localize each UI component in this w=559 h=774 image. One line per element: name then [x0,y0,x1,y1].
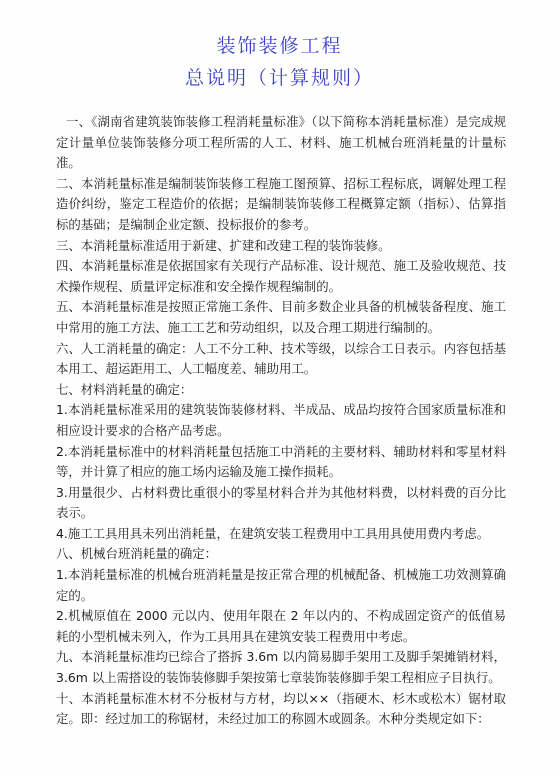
paragraph-2: 二、本消耗量标准是编制装饰装修工程施工图预算、招标工程标底，调解处理工程造价纠纷，鉴定工程造价的依据；是编制装饰装修工程概算定额（指标）、估算指标的基础；是编制企业定额、投标报价的参考。 [56,175,506,232]
document-subtitle: 总说明（计算规则） [184,67,374,89]
paragraph-13: 1.本消耗量标准的机械台班消耗量是按正常合理的机械配备、机械施工功效测算确定的。 [56,567,506,603]
paragraph-5: 五、本消耗量标准是按照正常施工条件、目前多数企业具备的机械装备程度、施工中常用的施工方法、施工工艺和劳动组织，以及合理工期进行编制的。 [56,299,506,335]
paragraph-10: 3.用量很少、占材料费比重很小的零星材料合并为其他材料费，以材料费的百分比表示。 [56,484,506,521]
paragraph-7: 七、材料消耗量的确定： [56,381,193,397]
paragraph-1: 一、《湖南省建筑装饰装修工程消耗量标准》（以下简称本消耗量标准）是完成规定计量单位装饰装修分项工程所需的人工、材料、施工机械台班消耗量的计量标准。 [56,114,506,171]
paragraph-16: 十、本消耗量标准木材不分板材与方材，均以××（指硬木、杉木或松木）锯材取定。即：经过加工的称锯材，未经过加工的称圆木或圆条。木种分类规定如下： [56,690,506,727]
paragraph-8: 1.本消耗量标准采用的建筑装饰装修材料、半成品、成品均按符合国家质量标准和相应设计要求的合格产品考虑。 [56,402,506,438]
paragraph-9: 2.本消耗量标准中的材料消耗量包括施工中消耗的主要材料、辅助材料和零星材料等，并计算了相应的施工场内运输及施工操作损耗。 [56,443,506,480]
document-body [56,112,506,730]
document-title: 装饰装修工程 [216,35,343,57]
paragraph-4: 四、本消耗量标准是依据国家有关现行产品标准、设计规范、施工及验收规范、技术操作规程、质量评定标准和安全操作规程编制的。 [56,258,506,294]
paragraph-15: 九、本消耗量标准均已综合了搭拆 3.6m 以内简易脚手架用工及脚手架摊销材料，3.6m 以上需搭设的装饰装修脚手架按第七章装饰装修脚手架工程相应子目执行。 [56,649,506,686]
paragraph-14: 2.机械原值在 2000 元以内、使用年限在 2 年以内的、不构成固定资产的低值易耗的小型机械未列入，作为工具用具在建筑安装工程费用中考虑。 [56,608,506,644]
paragraph-11: 4.施工工具用具未列出消耗量，在建筑安装工程费用中工具用具使用费内考虑。 [56,525,490,541]
paragraph-12: 八、机械台班消耗量的确定： [56,546,218,562]
paragraph-6: 六、人工消耗量的确定：人工不分工种、技术等级，以综合工日表示。内容包括基本用工、超运距用工、人工幅度差、辅助用工。 [56,340,506,377]
paragraph-3: 三、本消耗量标准适用于新建、扩建和改建工程的装饰装修。 [56,237,391,253]
